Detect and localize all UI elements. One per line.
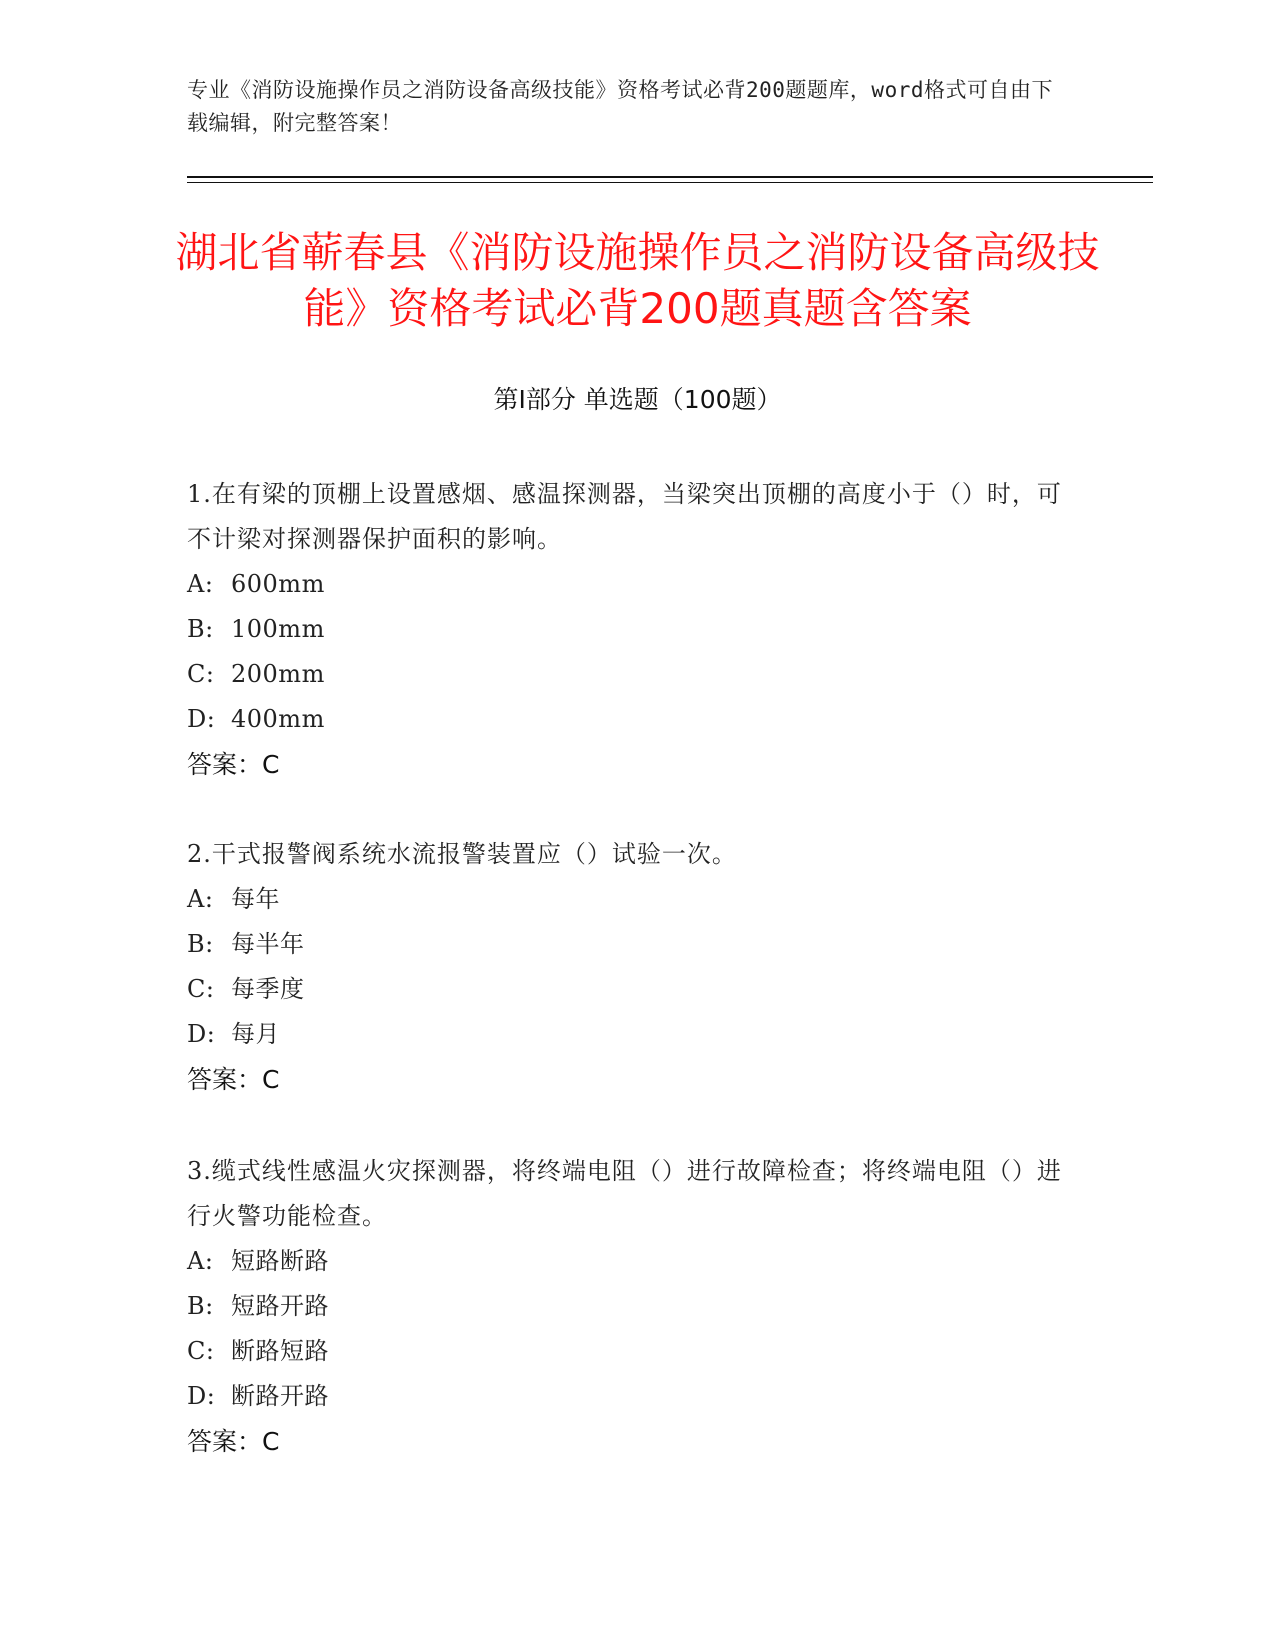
option-d: [187, 1012, 1067, 1057]
option-letter: D:: [187, 705, 216, 733]
option-letter: A:: [187, 885, 214, 913]
section-title: 第Ⅰ部分 单选题（100题）: [493, 385, 782, 414]
option-letter: A:: [187, 570, 214, 598]
option-d: [187, 1374, 1067, 1419]
answer: 答案：C: [187, 1427, 280, 1456]
option-text: 短路断路: [231, 1247, 329, 1275]
option-text: 断路短路: [231, 1337, 329, 1365]
option-b: [187, 922, 1067, 967]
option-text: 每季度: [231, 975, 305, 1003]
option-letter: C:: [187, 660, 215, 688]
option-letter: A:: [187, 1247, 214, 1275]
question-2: [187, 832, 1067, 1103]
question-3: [187, 1149, 1067, 1465]
option-a: [187, 562, 1067, 607]
option-text: 100mm: [231, 615, 325, 643]
header-note: 专业《消防设施操作员之消防设备高级技能》资格考试必背200题题库，word格式可自由下载编辑，附完整答案！: [187, 78, 1053, 135]
option-letter: C:: [187, 1337, 215, 1365]
option-text: 每半年: [231, 930, 305, 958]
header-rule-thin: [187, 182, 1153, 183]
option-letter: C:: [187, 975, 215, 1003]
option-letter: D:: [187, 1382, 216, 1410]
header-rule-thick: [187, 176, 1153, 178]
option-text: 断路开路: [231, 1382, 329, 1410]
option-text: 200mm: [231, 660, 325, 688]
question-stem: 3.缆式线性感温火灾探测器，将终端电阻（）进行故障检查；将终端电阻（）进行火警功能检查。: [187, 1157, 1062, 1230]
option-b: [187, 1284, 1067, 1329]
option-c: [187, 652, 1067, 697]
answer: 答案：C: [187, 750, 280, 779]
answer: 答案：C: [187, 1065, 280, 1094]
option-text: 每月: [231, 1020, 280, 1048]
option-a: [187, 877, 1067, 922]
option-b: [187, 607, 1067, 652]
option-c: [187, 1329, 1067, 1374]
option-text: 每年: [231, 885, 280, 913]
document-title: 湖北省蕲春县《消防设施操作员之消防设备高级技能》资格考试必背200题真题含答案: [175, 228, 1100, 333]
question-stem: 1.在有梁的顶棚上设置感烟、感温探测器，当梁突出顶棚的高度小于（）时，可不计梁对探测器保护面积的影响。: [187, 480, 1062, 553]
question-stem: 2.干式报警阀系统水流报警装置应（）试验一次。: [187, 840, 737, 868]
option-d: [187, 697, 1067, 742]
option-c: [187, 967, 1067, 1012]
option-letter: D:: [187, 1020, 216, 1048]
option-text: 400mm: [231, 705, 325, 733]
option-letter: B:: [187, 615, 214, 643]
question-1: [187, 472, 1067, 788]
option-a: [187, 1239, 1067, 1284]
option-text: 600mm: [231, 570, 325, 598]
option-letter: B:: [187, 1292, 214, 1320]
option-text: 短路开路: [231, 1292, 329, 1320]
option-letter: B:: [187, 930, 214, 958]
